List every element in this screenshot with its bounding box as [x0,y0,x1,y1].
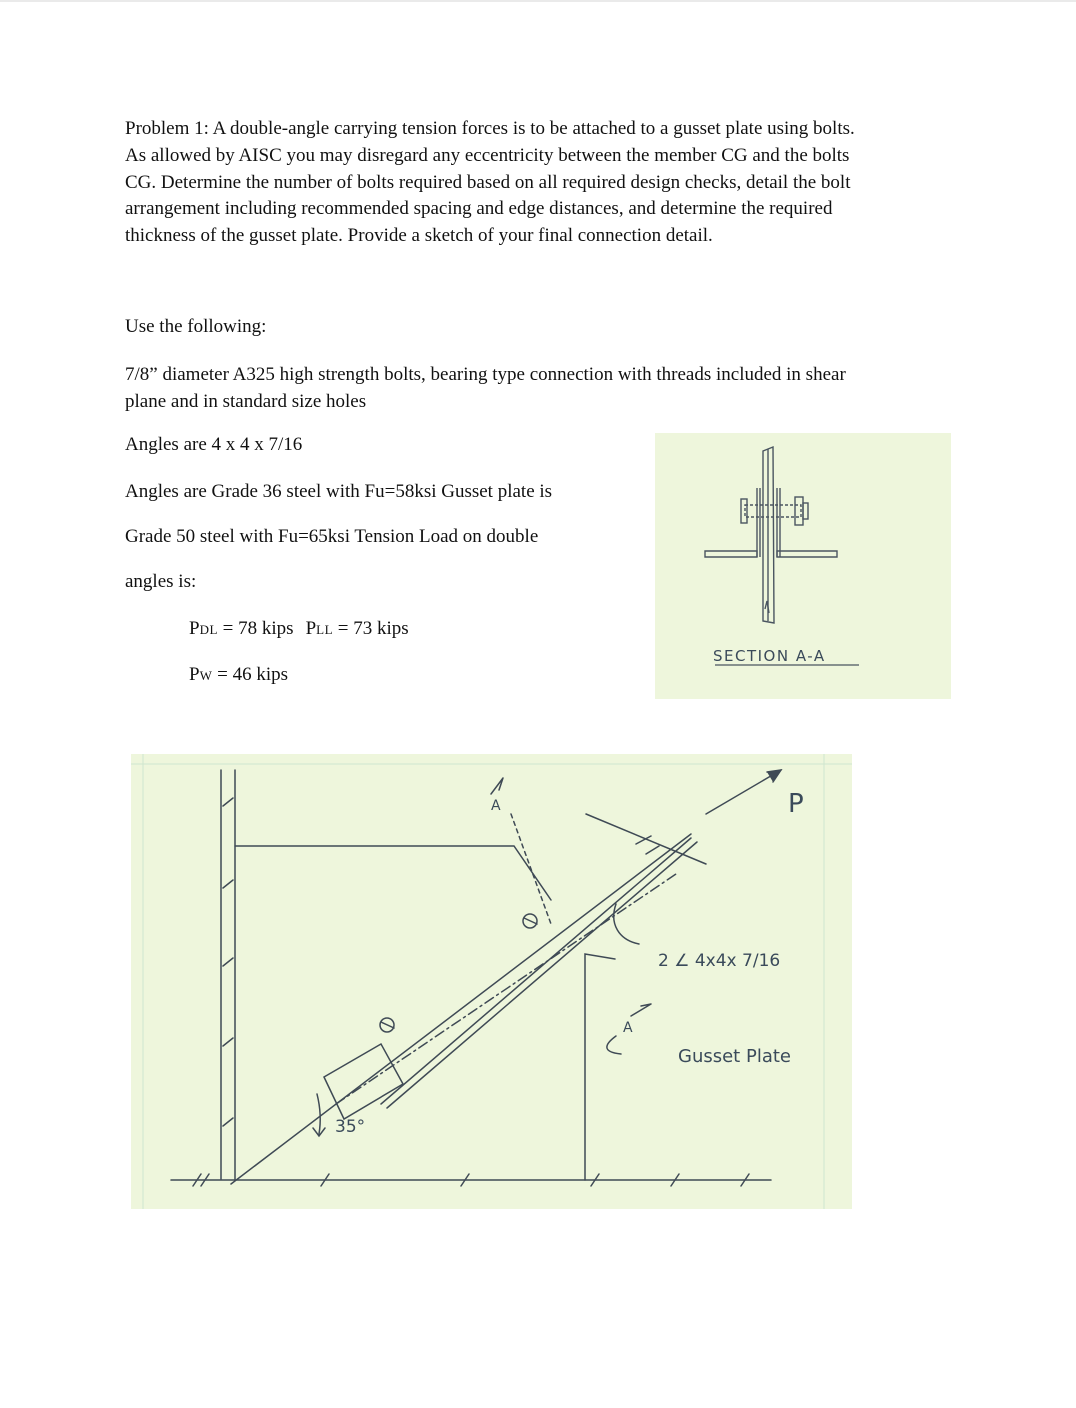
bolt-spec [125,362,955,416]
pw-value: = 46 kips [217,664,288,685]
problem-line: thickness of the gusset plate. Provide a sketch of your final connection detail. [125,225,713,247]
pdl-label: P [189,618,200,639]
problem-line: CG. Determine the number of bolts required based on all required design checks, detail the bolt [125,171,851,193]
load-arrow [706,770,781,814]
grade-line: Grade 50 steel with Fu=65ksi Tension Load on double [125,526,539,547]
section-aa-drawing [655,433,951,699]
section-mark-bottom: A [623,1020,633,1036]
load-label: P [788,789,804,819]
problem-line: arrangement including recommended spacing and edge distances, and determine the required [125,198,833,220]
section-cut-line [511,814,551,924]
angle-label: 35° [335,1117,366,1137]
problem-statement [125,116,965,250]
page-top-border [0,0,1076,2]
grade-line: Angles are Grade 36 steel with Fu=58ksi Gusset plate is [125,481,553,502]
gusset-right-edge [585,954,615,1180]
pw-subscript: W [199,668,213,683]
gusset-top-edge [235,846,551,900]
pw-label: P [189,664,200,685]
bolt-spec-line: plane and in standard size holes [125,390,367,412]
problem-line: Problem 1: A double-angle carrying tension forces is to be attached to a gusset plate using bolts. [125,118,855,139]
pll-label: P [305,618,317,639]
pll-subscript: LL [316,622,334,637]
problem-line: As allowed by AISC you may disregard any eccentricity between the member CG and the bolts [125,144,850,166]
pll-value: = 73 kips [337,618,409,639]
gusset-label: Gusset Plate [678,1046,791,1067]
pdl-subscript: DL [199,622,218,637]
wind-load [189,664,288,686]
grade-line: angles is: [125,571,197,592]
bolt-spec-line: 7/8” diameter A325 high strength bolts, bearing type connection with threads included in shear [125,364,846,385]
section-mark-top: A [491,798,501,814]
member-label: 2 ∠ 4x4x 7/16 [658,951,781,971]
section-caption: SECTION A-A [713,647,826,665]
pdl-value: = 78 kips [222,618,294,639]
connection-sketch [131,754,852,1209]
use-following-heading: Use the following: [125,316,267,337]
angle-size: Angles are 4 x 4 x 7/16 [125,434,303,455]
dead-live-loads [189,618,409,640]
member-lower-line [231,834,691,1184]
connection-drawing [131,754,852,1209]
section-aa-sketch [655,433,951,699]
